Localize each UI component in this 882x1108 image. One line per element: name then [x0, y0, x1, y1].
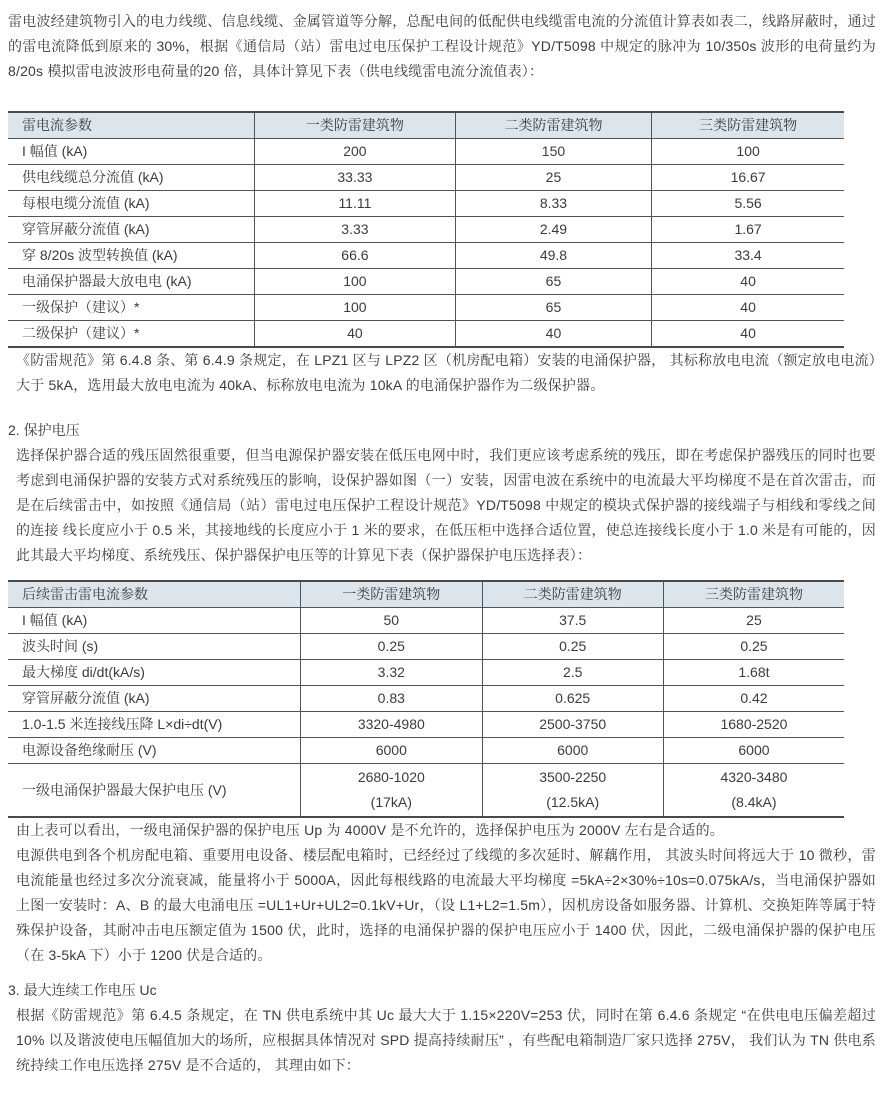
- cell-value: 0.25: [663, 634, 844, 660]
- cell-value: 3.32: [301, 660, 482, 686]
- cell-value: 33.33: [255, 165, 456, 191]
- cell-value: 25: [455, 165, 651, 191]
- cell-value: [301, 764, 482, 818]
- paragraph-up-conclusion: 由上表可以看出，一级电涌保护器的保护电压 Up 为 4000V 是不允许的，选择保护电压为 2000V 左右是合适的。: [16, 822, 724, 838]
- row-label: 穿 8/20s 波型转换值 (kA): [8, 243, 255, 269]
- row-label: 最大梯度 di/dt(kA/s): [8, 660, 301, 686]
- cell-value: 1.67: [652, 217, 844, 243]
- table-row: [8, 165, 844, 191]
- cell-value: 150: [455, 139, 651, 165]
- table1-header-class3: 三类防雷建筑物: [652, 112, 844, 139]
- lightning-current-distribution-table: [8, 111, 844, 348]
- cell-value: 50: [301, 608, 482, 634]
- cell-value: 8.33: [455, 191, 651, 217]
- cell-value: 65: [455, 295, 651, 321]
- cell-value: 100: [255, 269, 456, 295]
- cell-value: 2500-3750: [482, 712, 663, 738]
- cell-value: 6000: [663, 738, 844, 764]
- cell-value: 5.56: [652, 191, 844, 217]
- section-heading-max-continuous-voltage: 3. 最大连续工作电压 Uc: [8, 982, 157, 998]
- table-row: [8, 269, 844, 295]
- cell-value-line1: 2680-1020: [357, 769, 425, 785]
- cell-value: 40: [455, 321, 651, 348]
- cell-value-line2: (17kA): [370, 794, 412, 810]
- row-label: 穿管屏蔽分流值 (kA): [8, 217, 255, 243]
- table-row: [8, 217, 844, 243]
- protection-voltage-selection-table: [8, 580, 844, 818]
- row-label: I 幅值 (kA): [8, 139, 255, 165]
- section-heading-protection-voltage: 2. 保护电压: [8, 422, 80, 438]
- cell-value: 49.8: [455, 243, 651, 269]
- table2-header-class3: 三类防雷建筑物: [663, 581, 844, 608]
- cell-value: 0.25: [482, 634, 663, 660]
- table-row: [8, 608, 844, 634]
- cell-value: 6000: [482, 738, 663, 764]
- cell-value: 0.83: [301, 686, 482, 712]
- cell-value: 25: [663, 608, 844, 634]
- paragraph-uc-rule: 根据《防雷规范》第 6.4.5 条规定，在 TN 供电系统中其 Uc 最大大于 1.15×220V=253 伏，同时在第 6.4.6 条规定 “在供电电压偏差超过 10% 以及谐波使电压幅值加大的场所，应根据具体情况对 SPD 提高持续耐压” ，有些配电箱制造厂家只选择 275V， 我们认为 TN 供电系统持续工作电压选择 275V 是不合适的， 其理由如下：: [16, 1007, 876, 1073]
- cell-value-line2: (12.5kA): [546, 794, 600, 810]
- table-row: [8, 712, 844, 738]
- cell-value: 33.4: [652, 243, 844, 269]
- table-row: [8, 660, 844, 686]
- cell-value: 40: [652, 295, 844, 321]
- cell-value: 200: [255, 139, 456, 165]
- paragraph-spd-selection: 《防雷规范》第 6.4.8 条、第 6.4.9 条规定，在 LPZ1 区与 LPZ2 区（机房配电箱）安装的电涌保护器， 其标称放电电流（额定放电电流）大于 5kA，选用最大放电电流为 40kA、标称放电电流为 10kA 的电涌保护器作为二级保护器。: [16, 352, 876, 393]
- cell-value: 100: [255, 295, 456, 321]
- cell-value: 1680-2520: [663, 712, 844, 738]
- table-row: [8, 764, 844, 818]
- cell-value: 40: [652, 269, 844, 295]
- cell-value: 3320-4980: [301, 712, 482, 738]
- cell-value: 65: [455, 269, 651, 295]
- row-label: I 幅值 (kA): [8, 608, 301, 634]
- cell-value: 16.67: [652, 165, 844, 191]
- row-label: 供电线缆总分流值 (kA): [8, 165, 255, 191]
- cell-value: 37.5: [482, 608, 663, 634]
- cell-value: 40: [255, 321, 456, 348]
- table-row: [8, 738, 844, 764]
- table1-header-row: [8, 112, 844, 139]
- row-label: 波头时间 (s): [8, 634, 301, 660]
- cell-value: 0.625: [482, 686, 663, 712]
- table-row: [8, 243, 844, 269]
- table-row: [8, 634, 844, 660]
- table2-header-param: 后续雷击雷电流参数: [8, 581, 301, 608]
- row-label: 二级保护（建议）*: [8, 321, 255, 348]
- table-row: [8, 191, 844, 217]
- cell-value-line1: 3500-2250: [539, 769, 607, 785]
- intro-paragraph: 雷电波经建筑物引入的电力线缆、信息线缆、金属管道等分解，总配电间的低配供电线缆雷电流的分流值计算表如表二，线路屏蔽时，通过的雷电流降低到原来的 30%，根据《通信局（站）雷电过电压保护工程设计规范》YD/T5098 中规定的脉冲为 10/350s 波形的电荷量约为 8/20s 模拟雷电波波形电荷量的20 倍，具体计算见下表（供电线缆雷电流分流值表）：: [8, 13, 876, 79]
- cell-value: 2.5: [482, 660, 663, 686]
- table1-header-class2: 二类防雷建筑物: [455, 112, 651, 139]
- table-row: [8, 295, 844, 321]
- row-label: 一级保护（建议）*: [8, 295, 255, 321]
- cell-value: 6000: [301, 738, 482, 764]
- row-label: 一级电涌保护器最大保护电压 (V): [8, 764, 301, 818]
- cell-value: 40: [652, 321, 844, 348]
- table-row: [8, 321, 844, 348]
- paragraph-secondary-spd: 电源供电到各个机房配电箱、重要用电设备、楼层配电箱时，已经经过了线缆的多次延时、解藕作用， 其波头时间将远大于 10 微秒，雷电流能量也经过多次分流衰减，能量将小于 5000A，因此每根线路的电流最大平均梯度 =5kA÷2×30%÷10s=0.075kA/s，当电涌保护器如上图一安装时：A、B 的最大电涌电压 =UL1+Ur+UL2=0.1kV+Ur，（设 L1+L2=1.5m），因机房设备如服务器、计算机、交换矩阵等属于特殊保护设备，其耐冲击电压额定值为 1500 伏，此时，选择的电涌保护器的保护电压应小于 1400 伏，因此，二级电涌保护器的保护电压（在 3-5kA 下）小于 1200 伏是合适的。: [16, 847, 876, 963]
- table-row: [8, 686, 844, 712]
- table2-header-class2: 二类防雷建筑物: [482, 581, 663, 608]
- cell-value: [482, 764, 663, 818]
- paragraph-protection-voltage: 选择保护器合适的残压固然很重要，但当电源保护器安装在低压电网中时，我们更应该考虑系统的残压，即在考虑保护器残压的同时也要考虑到电涌保护器的安装方式对系统残压的影响，设保护器如图（一）安装，因雷电波在系统中的电流最大平均梯度不是在首次雷击，而是在后续雷击中，如按照《通信局（站）雷电过电压保护工程设计规范》YD/T5098 中规定的模块式保护器的接线端子与相线和零线之间的连接 线长度应小于 0.5 米，其接地线的长度应小于 1 米的要求，在低压柜中选择合适位置，使总连接线长度小于 1.0 米是有可能的，因此其最大平均梯度、系统残压、保护器保护电压等的计算见下表（保护器保护电压选择表）：: [16, 447, 876, 563]
- table-row: [8, 139, 844, 165]
- cell-value: 3.33: [255, 217, 456, 243]
- table1-header-class1: 一类防雷建筑物: [255, 112, 456, 139]
- cell-value: 11.11: [255, 191, 456, 217]
- cell-value: 0.42: [663, 686, 844, 712]
- cell-value-line1: 4320-3480: [720, 769, 788, 785]
- cell-value: 2.49: [455, 217, 651, 243]
- row-label: 电涌保护器最大放电电 (kA): [8, 269, 255, 295]
- row-label: 1.0-1.5 米连接线压降 L×di÷dt(V): [8, 712, 301, 738]
- cell-value: 100: [652, 139, 844, 165]
- row-label: 穿管屏蔽分流值 (kA): [8, 686, 301, 712]
- row-label: 每根电缆分流值 (kA): [8, 191, 255, 217]
- row-label: 电源设备绝缘耐压 (V): [8, 738, 301, 764]
- cell-value: 0.25: [301, 634, 482, 660]
- cell-value-line2: (8.4kA): [731, 794, 777, 810]
- cell-value: 66.6: [255, 243, 456, 269]
- table1-header-param: 雷电流参数: [8, 112, 255, 139]
- cell-value: 1.68t: [663, 660, 844, 686]
- table2-header-row: [8, 581, 844, 608]
- cell-value: [663, 764, 844, 818]
- table2-header-class1: 一类防雷建筑物: [301, 581, 482, 608]
